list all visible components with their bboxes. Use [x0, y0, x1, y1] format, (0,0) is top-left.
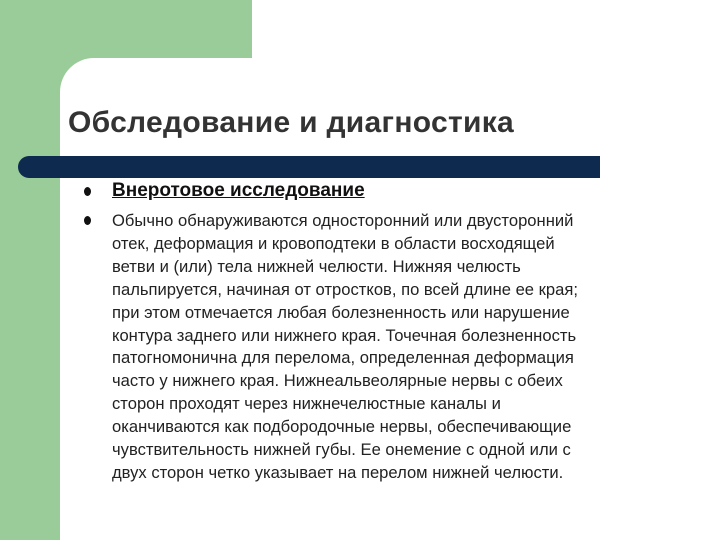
bullet-dot-icon: [84, 187, 91, 196]
body-line: ветви и (или) тела нижней челюсти. Нижняя челюсть: [112, 256, 521, 276]
body-line: патогномонична для перелома, определенная деформация: [112, 348, 574, 368]
body-line: двух сторон четко указывает на перелом нижней челюсти.: [112, 462, 564, 482]
body-line: при этом отмечается любая болезненность или нарушение: [112, 302, 570, 322]
bullet-heading-text: Внеротовое исследование: [112, 180, 365, 201]
body-line: сторон проходят через нижнечелюстные каналы и: [112, 394, 501, 414]
body-line: часто у нижнего края. Нижнеальвеолярные нервы с обеих: [112, 371, 563, 391]
body-line: оканчиваются как подбородочные нервы, обеспечивающие: [112, 417, 572, 437]
body-line: отек, деформация и кровоподтеки в области восходящей: [112, 233, 555, 253]
body-line: чувствительность нижней губы. Ее онемение с одной или с: [112, 440, 571, 460]
body-line: Обычно обнаруживаются односторонний или двусторонний: [112, 211, 574, 230]
body-line: контура заднего или нижнего края. Точечная болезненность: [112, 325, 577, 345]
slide-title: Обследование и диагностика: [68, 106, 514, 139]
decorative-green-strip: [0, 0, 60, 540]
title-underline-bar: [18, 156, 600, 178]
body-line: пальпируется, начиная от отростков, по всей длине ее края;: [112, 279, 578, 299]
bullet-body-text: [112, 210, 692, 485]
bullet-dot-icon: [84, 216, 91, 225]
